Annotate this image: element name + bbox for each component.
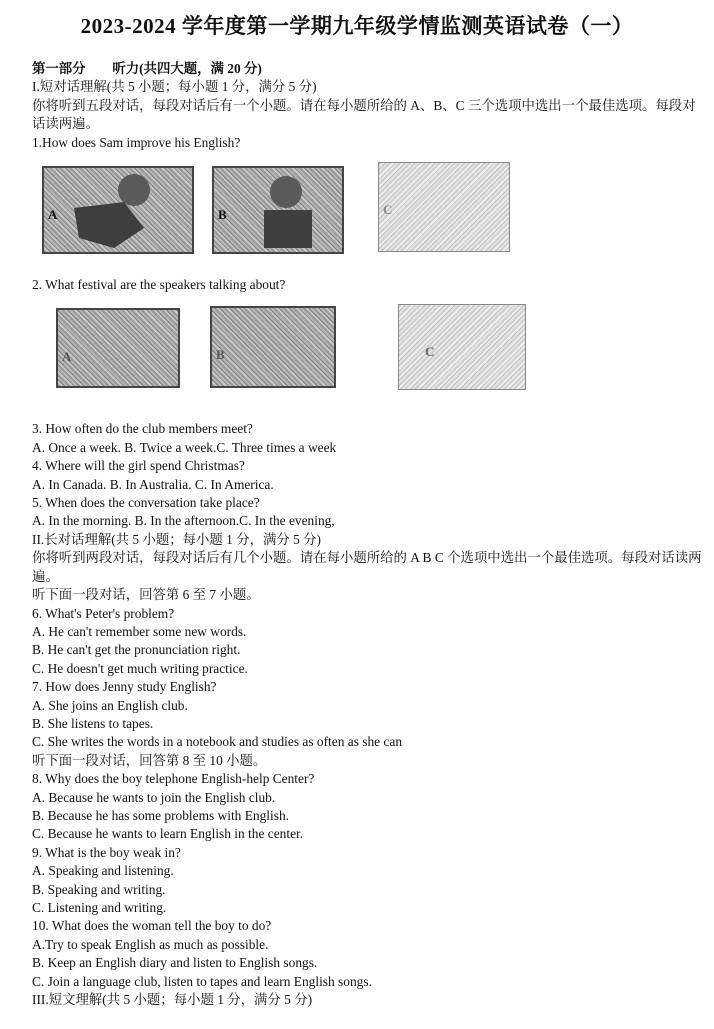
section3-heading: III.短文理解(共 5 小题；每小题 1 分，满分 5 分) [32,992,313,1008]
q8-stem: 8. Why does the boy telephone English-help Center? [32,771,315,787]
part-heading: 第一部分 听力(共四大题，满 20 分) [32,61,262,76]
section1-instruction: 你将听到五段对话，每段对话后有一个小题。请在每小题所给的 A、B、C 三个选项中选出一个最佳选项。每段对话读两遍。 [32,97,696,132]
q1-picture-b [212,166,344,254]
q1-label-b: B [218,207,227,223]
q2-label-a: A [62,349,72,365]
q8-option-c: C. Because he wants to learn English in the center. [32,826,304,842]
q10-option-a: A.Try to speak English as much as possible. [32,936,269,952]
q5-stem: 5. When does the conversation take place? [32,495,260,511]
q7-option-a: A. She joins an English club. [32,697,188,713]
q9-option-b: B. Speaking and writing. [32,881,166,897]
q1-label-a: A [48,207,58,223]
q1-picture-c [378,162,510,252]
q5-options: A. In the morning. B. In the afternoon.C. In the evening, [32,513,335,529]
q9-stem: 9. What is the boy weak in? [32,844,181,860]
q8-option-b: B. Because he has some problems with English. [32,807,289,823]
dialog2-note: 听下面一段对话，回答第 8 至 10 小题。 [32,752,267,768]
q2-stem: 2. What festival are the speakers talking about? [32,277,286,293]
listening-part [32,60,702,1009]
q10-option-c: C. Join a language club, listen to tapes and learn English songs. [32,973,372,989]
section2-heading: II.长对话理解(共 5 小题；每小题 1 分，满分 5 分) [32,531,321,547]
q4-stem: 4. Where will the girl spend Christmas? [32,458,245,474]
q2-picture-b [210,306,336,388]
q2-pictures [32,294,702,420]
q9-option-c: C. Listening and writing. [32,900,167,915]
q2-label-b: B [216,347,225,363]
exam-title: 2023-2024 学年度第一学期九年级学情监测英语试卷（一） [80,14,634,38]
q6-option-c: C. He doesn't get much writing practice. [32,660,248,676]
section1-heading: I.短对话理解(共 5 小题；每小题 1 分，满分 5 分) [32,79,317,95]
q2-picture-a [56,308,180,388]
person-listening-icon [214,168,342,252]
q10-option-b: B. Keep an English diary and listen to English songs. [32,955,318,971]
q6-option-a: A. He can't remember some new words. [32,623,247,639]
q4-options: A. In Canada. B. In Australia. C. In America. [32,476,274,492]
q6-option-b: B. He can't get the pronunciation right. [32,642,241,658]
q2-picture-c [398,304,526,390]
person-reading-icon [44,168,192,252]
q1-label-c: C [383,202,393,218]
q10-stem: 10. What does the woman tell the boy to do? [32,918,272,934]
q3-stem: 3. How often do the club members meet? [32,421,253,437]
q9-option-a: A. Speaking and listening. [32,863,174,879]
q7-option-c: C. She writes the words in a notebook and studies as often as she can [32,734,403,750]
q3-options: A. Once a week. B. Twice a week.C. Three times a week [32,439,337,455]
q6-stem: 6. What's Peter's problem? [32,605,175,621]
q1-pictures [32,152,702,276]
q8-option-a: A. Because he wants to join the English club. [32,789,276,805]
q7-option-b: B. She listens to tapes. [32,715,154,731]
dialog1-note: 听下面一段对话，回答第 6 至 7 小题。 [32,587,260,603]
q7-stem: 7. How does Jenny study English? [32,679,217,695]
q2-label-c: C [425,344,435,360]
section2-instruction: 你将听到两段对话，每段对话后有几个小题。请在每小题所给的 A B C 个选项中选出一个最佳选项。每段对话读两遍。 [32,550,702,584]
q1-stem: 1.How does Sam improve his English? [32,134,241,150]
q1-picture-a [42,166,194,254]
